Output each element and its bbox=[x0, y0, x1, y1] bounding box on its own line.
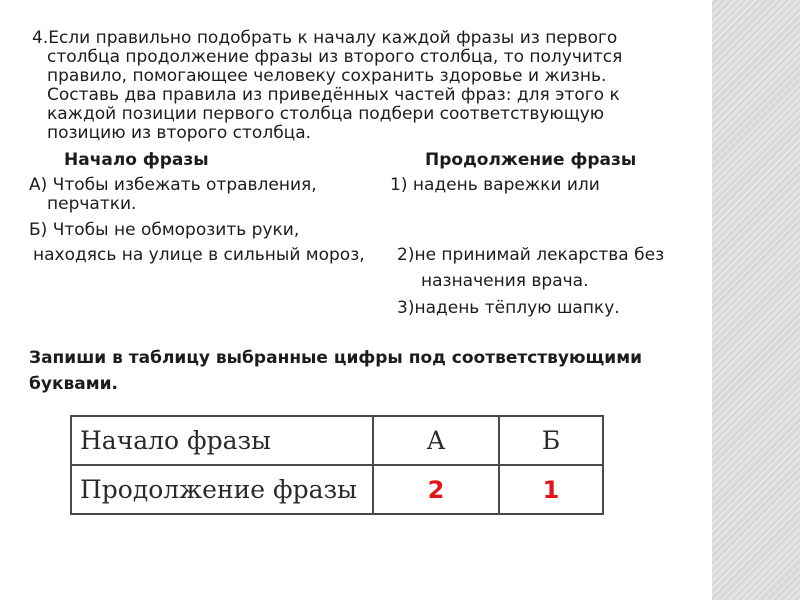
instruction-line1: Запиши в таблицу выбранные цифры под соответствующими bbox=[29, 348, 643, 368]
row-label-continuation: Продолжение фразы bbox=[71, 465, 373, 514]
instruction-line2: буквами. bbox=[29, 374, 118, 394]
option-1-line1: 1) надень варежки или bbox=[390, 175, 600, 195]
task-line: правило, помогающее человеку сохранить здоровье и жизнь. bbox=[47, 66, 607, 86]
option-2-line1: 2)не принимай лекарства без bbox=[397, 245, 665, 265]
task-line: Составь два правила из приведённых частей фраз: для этого к bbox=[47, 85, 620, 105]
left-column-header: Начало фразы bbox=[64, 150, 209, 170]
task-line: столбца продолжение фразы из второго столбца, то получится bbox=[47, 47, 623, 67]
option-2-line2: назначения врача. bbox=[421, 271, 589, 291]
answer-table bbox=[70, 415, 604, 515]
table-row bbox=[71, 416, 603, 465]
column-a-header: А bbox=[373, 416, 499, 465]
option-1-line2: перчатки. bbox=[47, 194, 137, 214]
answer-a-cell[interactable]: 2 bbox=[373, 465, 499, 514]
row-label-start: Начало фразы bbox=[71, 416, 373, 465]
phrase-b-start-line2: находясь на улице в сильный мороз, bbox=[33, 245, 365, 265]
decorative-side-panel bbox=[712, 0, 800, 600]
right-column-header: Продолжение фразы bbox=[425, 150, 637, 170]
phrase-a-start: А) Чтобы избежать отравления, bbox=[29, 175, 317, 195]
phrase-b-start-line1: Б) Чтобы не обморозить руки, bbox=[29, 220, 300, 240]
answer-b-cell[interactable]: 1 bbox=[499, 465, 603, 514]
task-line: каждой позиции первого столбца подбери соответствующую bbox=[47, 104, 605, 124]
task-line: позицию из второго столбца. bbox=[47, 123, 312, 143]
option-3: 3)надень тёплую шапку. bbox=[397, 298, 620, 318]
task-line: 4.Если правильно подобрать к началу каждой фразы из первого bbox=[32, 28, 618, 48]
table-row bbox=[71, 465, 603, 514]
column-b-header: Б bbox=[499, 416, 603, 465]
